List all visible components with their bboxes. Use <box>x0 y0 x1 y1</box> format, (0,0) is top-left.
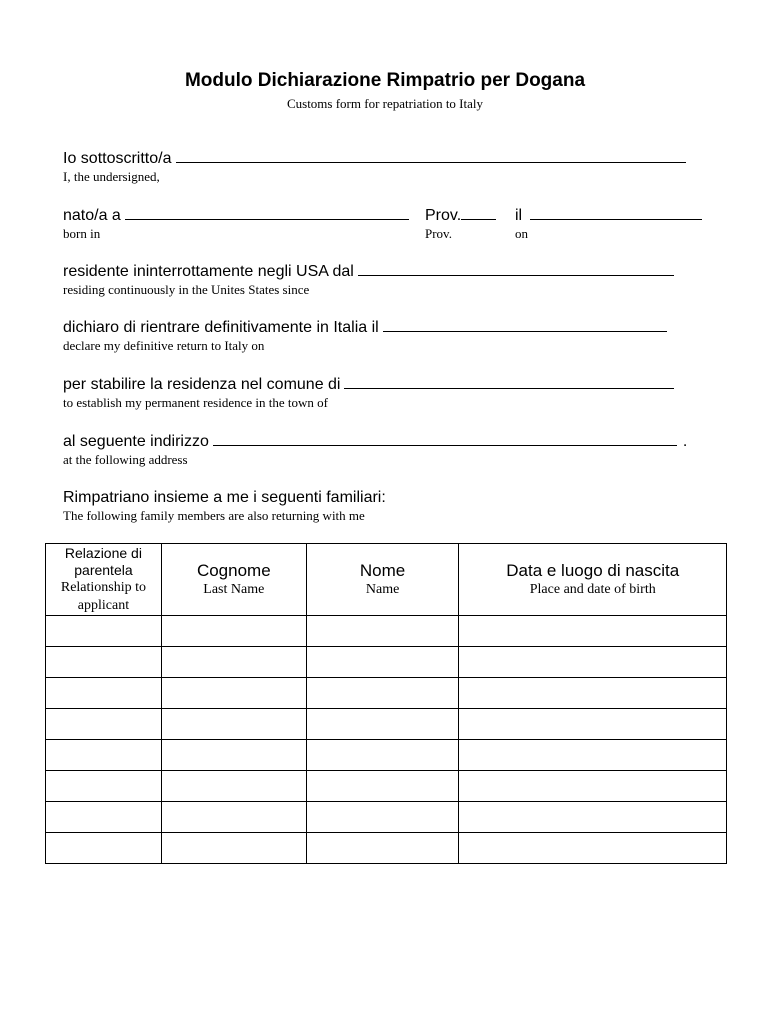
table-cell-birth[interactable] <box>459 709 727 740</box>
table-cell-last-name[interactable] <box>161 678 306 709</box>
table-cell-birth[interactable] <box>459 802 727 833</box>
field-residing-label: residente ininterrottamente negli USA dal <box>63 263 354 280</box>
family-intro <box>63 488 386 524</box>
field-return-translation: declare my definitive return to Italy on <box>63 338 265 353</box>
column-header-relationship-it: Relazione di parentela <box>64 544 142 578</box>
table-cell-name[interactable] <box>306 709 459 740</box>
table-row <box>46 678 727 709</box>
table-cell-name[interactable] <box>306 802 459 833</box>
field-prov-label: Prov. <box>425 207 462 224</box>
prov-blank[interactable] <box>461 205 496 220</box>
table-cell-birth[interactable] <box>459 771 727 802</box>
table-row <box>46 709 727 740</box>
field-town-translation: to establish my permanent residence in the town of <box>63 395 328 410</box>
residing-blank[interactable] <box>358 261 674 276</box>
column-header-name-en: Name <box>365 582 400 597</box>
table-cell-birth[interactable] <box>459 647 727 678</box>
field-on <box>515 205 702 242</box>
family-intro-label: Rimpatriano insieme a me i seguenti familiari: <box>63 489 386 506</box>
field-born-in-label: nato/a a <box>63 207 121 224</box>
column-header-last-name-it: Cognome <box>196 561 271 580</box>
born-in-blank[interactable] <box>125 205 409 220</box>
field-prov <box>425 205 496 242</box>
field-born-in-translation: born in <box>63 226 101 241</box>
table-cell-last-name[interactable] <box>161 802 306 833</box>
column-header-name <box>306 544 459 616</box>
table-row <box>46 802 727 833</box>
table-cell-last-name[interactable] <box>161 771 306 802</box>
table-cell-last-name[interactable] <box>161 709 306 740</box>
column-header-birth <box>459 544 727 616</box>
column-header-last-name <box>161 544 306 616</box>
table-cell-relationship[interactable] <box>46 709 162 740</box>
town-blank[interactable] <box>344 374 674 389</box>
field-town <box>63 374 674 411</box>
field-residing <box>63 261 674 298</box>
field-town-label: per stabilire la residenza nel comune di <box>63 376 341 393</box>
field-residing-translation: residing continuously in the Unites States since <box>63 282 310 297</box>
table-cell-name[interactable] <box>306 740 459 771</box>
table-cell-birth[interactable] <box>459 678 727 709</box>
table-body <box>46 616 727 864</box>
table-cell-relationship[interactable] <box>46 647 162 678</box>
table-row <box>46 833 727 864</box>
table-cell-birth[interactable] <box>459 833 727 864</box>
table-cell-last-name[interactable] <box>161 833 306 864</box>
table-row <box>46 647 727 678</box>
column-header-name-it: Nome <box>359 561 406 580</box>
field-undersigned <box>63 148 686 185</box>
field-return-label: dichiaro di rientrare definitivamente in Italia il <box>63 319 379 336</box>
column-header-relationship <box>46 544 162 616</box>
table-cell-name[interactable] <box>306 647 459 678</box>
table-cell-name[interactable] <box>306 678 459 709</box>
field-return <box>63 317 667 354</box>
on-blank[interactable] <box>530 205 702 220</box>
field-on-translation: on <box>515 226 528 241</box>
table-cell-relationship[interactable] <box>46 833 162 864</box>
column-header-last-name-en: Last Name <box>203 582 265 597</box>
field-address <box>63 431 687 468</box>
field-undersigned-label: Io sottoscritto/a <box>63 150 172 167</box>
table-cell-relationship[interactable] <box>46 616 162 647</box>
field-on-label: il <box>515 207 523 224</box>
field-address-label: al seguente indirizzo <box>63 433 209 450</box>
table-cell-last-name[interactable] <box>161 616 306 647</box>
table-row <box>46 616 727 647</box>
table-cell-birth[interactable] <box>459 740 727 771</box>
table-cell-name[interactable] <box>306 616 459 647</box>
field-born-in <box>63 205 409 242</box>
column-header-birth-en: Place and date of birth <box>529 582 656 597</box>
field-undersigned-translation: I, the undersigned, <box>63 169 160 184</box>
table-cell-name[interactable] <box>306 833 459 864</box>
family-intro-translation: The following family members are also returning with me <box>63 508 365 523</box>
table-cell-relationship[interactable] <box>46 771 162 802</box>
form-subtitle: Customs form for repatriation to Italy <box>286 96 484 111</box>
return-blank[interactable] <box>383 317 667 332</box>
form-title: Modulo Dichiarazione Rimpatrio per Dogana <box>184 70 586 91</box>
field-address-translation: at the following address <box>63 452 188 467</box>
table-header-row <box>46 544 727 616</box>
table-cell-relationship[interactable] <box>46 678 162 709</box>
table-cell-name[interactable] <box>306 771 459 802</box>
undersigned-blank[interactable] <box>176 148 686 163</box>
address-period: . <box>682 433 688 450</box>
table-cell-last-name[interactable] <box>161 647 306 678</box>
table-row <box>46 740 727 771</box>
family-members-table <box>45 543 727 864</box>
column-header-birth-it: Data e luogo di nascita <box>506 561 680 580</box>
table-cell-last-name[interactable] <box>161 740 306 771</box>
table-row <box>46 771 727 802</box>
address-blank[interactable] <box>213 431 677 446</box>
field-prov-translation: Prov. <box>425 226 452 241</box>
table-cell-relationship[interactable] <box>46 802 162 833</box>
column-header-relationship-en: Relationship to applicant <box>60 579 147 613</box>
table-cell-relationship[interactable] <box>46 740 162 771</box>
table-cell-birth[interactable] <box>459 616 727 647</box>
